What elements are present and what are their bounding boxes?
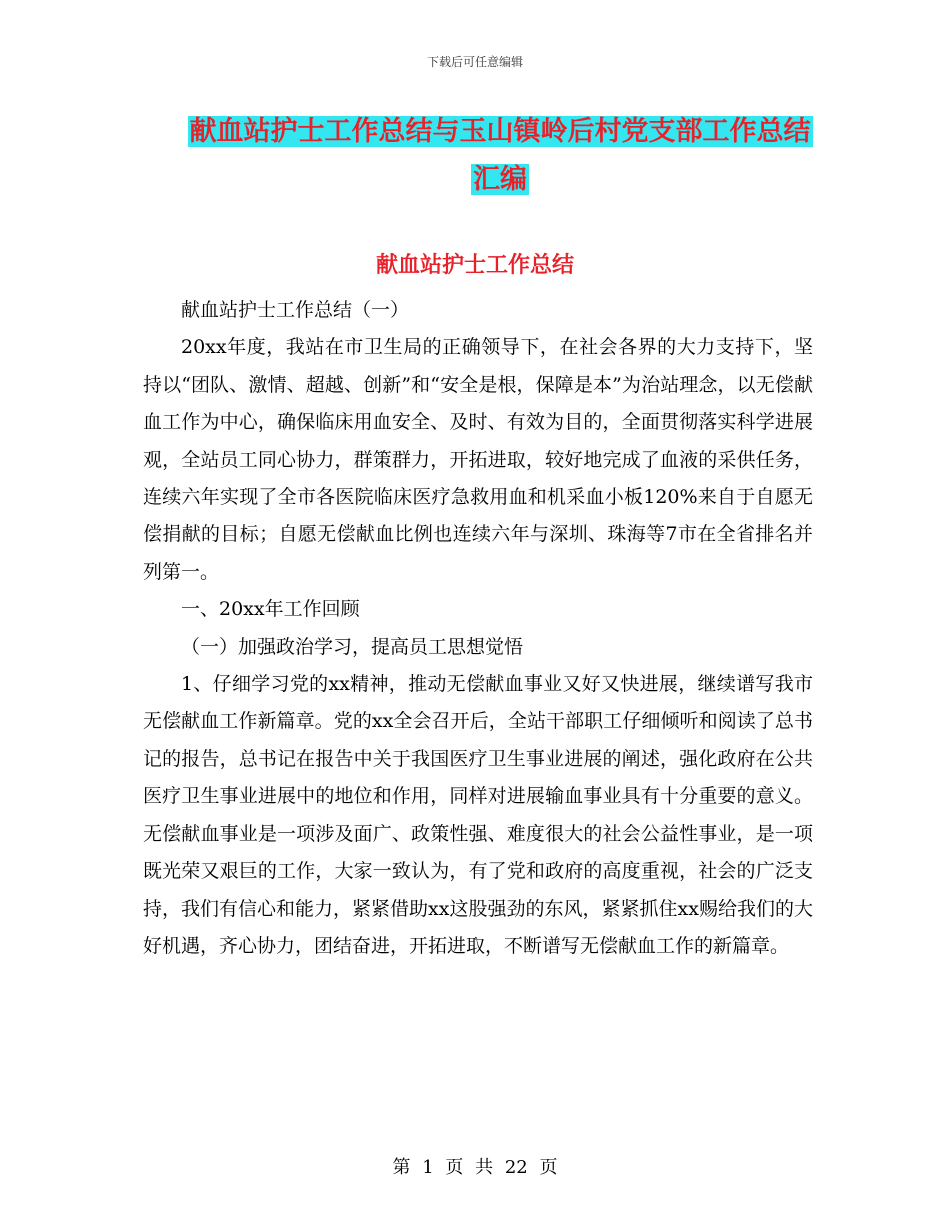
document-title <box>140 108 860 204</box>
section-title: 献血站护士工作总结 <box>375 253 574 278</box>
page-footer: 第 1 页 共 22 页 <box>392 1157 558 1178</box>
header-note: 下载后可任意编辑 <box>426 55 523 69</box>
paragraph-subtitle: 献血站护士工作总结（一） <box>181 299 410 321</box>
document-title-line1: 献血站护士工作总结与玉山镇岭后村党支部工作总结 <box>189 116 811 147</box>
paragraph-heading-review: 一、20xx年工作回顾 <box>181 598 360 621</box>
document-title-line2: 汇编 <box>473 164 527 195</box>
document-body <box>143 292 813 965</box>
paragraph-subheading-study: （一）加强政治学习，提高员工思想觉悟 <box>181 635 524 658</box>
paragraph-study-detail: 1、仔细学习党的xx精神，推动无偿献血事业又好又快进展，继续谱写我市无偿献血工作新篇章。党的xx全会召开后，全站干部职工仔细倾听和阅读了总书记的报告，总书记在报告中关于我国医疗卫生事业进展的阐述，强化政府在公共医疗卫生事业进展中的地位和作用，同样对进展输血事业具有十分重要的意义。无偿献血事业是一项涉及面广、政策性强、难度很大的社会公益性事业，是一项既光荣又艰巨的工作，大家一致认为，有了党和政府的高度重视，社会的广泛支持，我们有信心和能力，紧紧借助xx这股强劲的东风，紧紧抓住xx赐给我们的大好机遇，齐心协力，团结奋进，开拓进取，不断谱写无偿献血工作的新篇章。 <box>143 673 813 957</box>
paragraph-intro: 20xx年度，我站在市卫生局的正确领导下，在社会各界的大力支持下，坚持以“团队、激情、超越、创新”和“安全是根，保障是本”为治站理念，以无偿献血工作为中心，确保临床用血安全、及时、有效为目的，全面贯彻落实科学进展观，全站员工同心协力，群策群力，开拓进取，较好地完成了血液的采供任务，连续六年实现了全市各医院临床医疗急救用血和机采血小板120%来自于自愿无偿捐献的目标；自愿无偿献血比例也连续六年与深圳、珠海等7市在全省排名并列第一。 <box>143 336 813 583</box>
